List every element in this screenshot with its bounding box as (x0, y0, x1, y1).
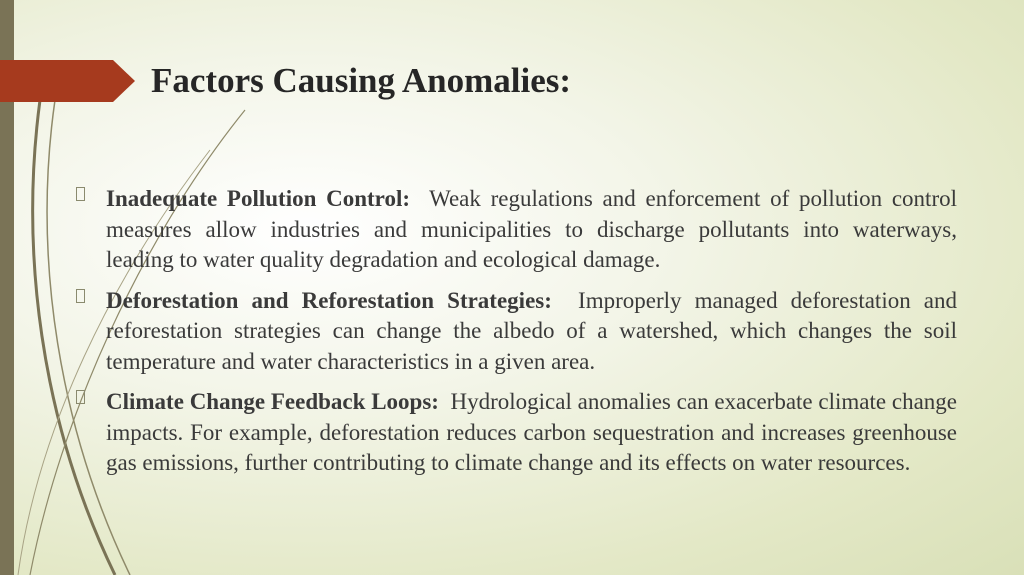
bullet-lead: Inadequate Pollution Control: (106, 186, 420, 211)
bullet-text: Improperly managed deforestation and reforestation strategies can change the albedo of a watershed, which changes the soil temperature and water characteristics in a given area. (106, 287, 957, 374)
bullet-marker-icon (76, 289, 85, 303)
bullet-text: Weak regulations and enforcement of pollution control measures allow industries and municipalities to discharge pollutants into waterways, leading to water quality degradation and ecological damage. (106, 186, 957, 272)
bullet-marker-icon (76, 187, 85, 201)
slide-title: Factors Causing Anomalies: (151, 61, 571, 100)
bullet-list (76, 184, 957, 489)
bullet-lead: Deforestation and Reforestation Strategies: (106, 287, 565, 313)
bullet-marker-icon (76, 390, 85, 404)
bullet-item (76, 387, 957, 479)
bullet-item (76, 184, 957, 276)
bullet-lead: Climate Change Feedback Loops: (106, 389, 445, 414)
title-accent-arrow (0, 60, 135, 102)
bullet-item (76, 286, 957, 378)
bullet-text: Hydrological anomalies can exacerbate climate change impacts. For example, deforestation reduces carbon sequestration and increases greenhouse gas emissions, further contributing to climate change and its effects on water resources. (106, 389, 957, 475)
